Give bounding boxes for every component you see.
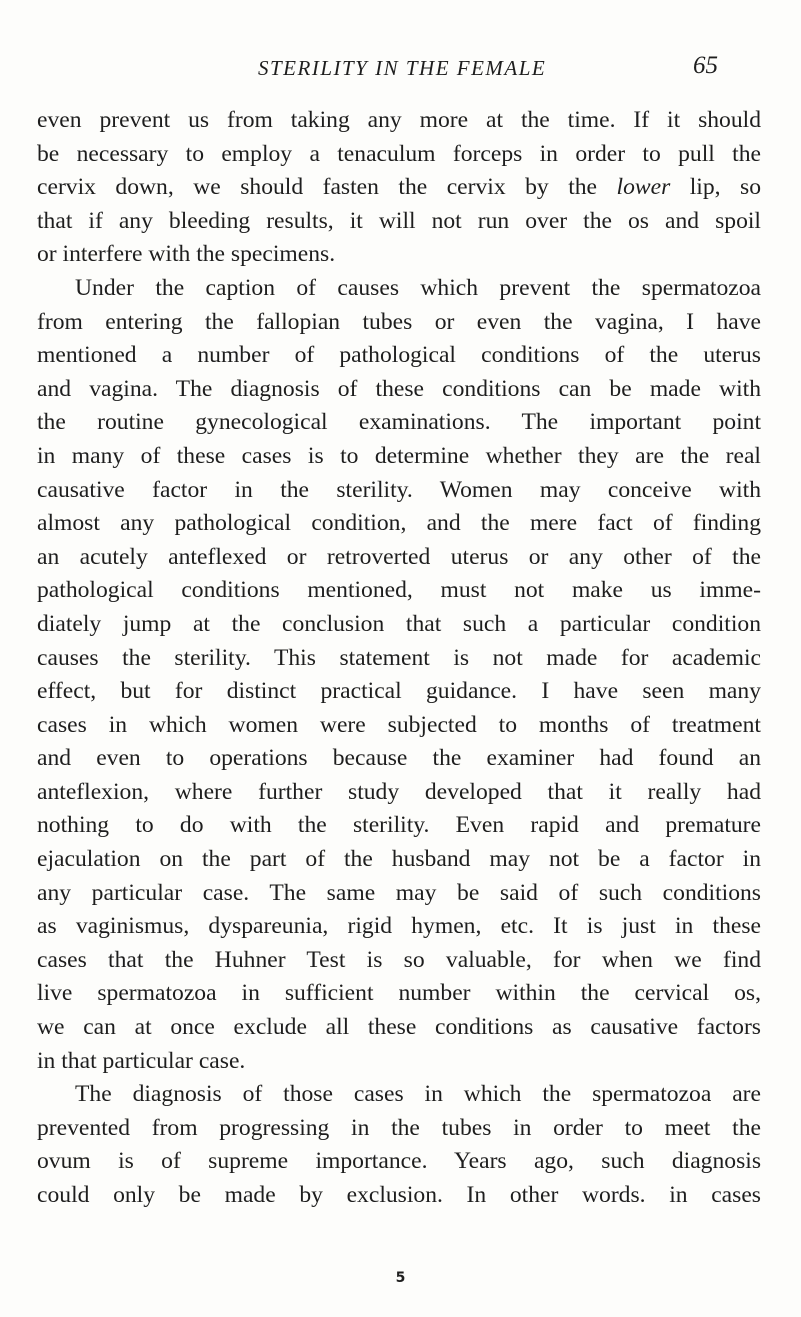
text-line: causes the sterility. This statement is not made for academic <box>37 644 761 671</box>
text-line: the routine gynecological examinations. The important point <box>37 409 761 436</box>
text-line: mentioned a number of pathological conditions of the uterus <box>37 342 761 369</box>
text-line: almost any pathological condition, and the mere fact of finding <box>37 510 761 537</box>
text-line: in many of these cases is to determine whether they are the real <box>37 442 761 469</box>
text-line: be necessary to employ a tenaculum forceps in order to pull the <box>37 140 761 167</box>
text-line: an acutely anteflexed or retroverted uterus or any other of the <box>37 543 761 570</box>
text-line: from entering the fallopian tubes or even the vagina, I have <box>37 308 761 335</box>
text-line: ovum is of supreme importance. Years ago, such diagnosis <box>37 1148 761 1175</box>
body-text <box>37 104 761 1213</box>
page-number: 65 <box>693 52 718 79</box>
text-line: or interfere with the specimens. <box>37 241 336 268</box>
text-line: pathological conditions mentioned, must not make us imme- <box>37 577 761 604</box>
text-line: and vagina. The diagnosis of these conditions can be made with <box>37 375 761 402</box>
text-line: cases in which women were subjected to months of treatment <box>37 711 761 738</box>
text-line: diately jump at the conclusion that such a particular condition <box>37 610 761 637</box>
text-line: live spermatozoa in sufficient number within the cervical os, <box>37 980 761 1007</box>
text-line: prevented from progressing in the tubes in order to meet the <box>37 1114 761 1141</box>
text-line: effect, but for distinct practical guidance. I have seen many <box>37 678 761 705</box>
text-line: in that particular case. <box>37 1047 246 1074</box>
text-line: could only be made by exclusion. In other words. in cases <box>37 1182 761 1208</box>
text-line: ejaculation on the part of the husband may not be a factor in <box>37 846 761 873</box>
text-line: The diagnosis of those cases in which the spermatozoa are <box>75 1081 761 1108</box>
signature-mark: 5 <box>395 1270 406 1286</box>
page-header <box>118 52 718 92</box>
text-line: cervix down, we should fasten the cervix by the lower lip, so <box>37 174 761 201</box>
text-line: we can at once exclude all these conditions as causative factors <box>37 1014 761 1041</box>
running-title: STERILITY IN THE FEMALE <box>258 56 547 80</box>
text-line: causative factor in the sterility. Women may conceive with <box>37 476 761 503</box>
text-line: as vaginismus, dyspareunia, rigid hymen, etc. It is just in these <box>37 913 761 940</box>
emphasis-lower: lower <box>616 174 671 201</box>
text-line: anteflexion, where further study developed that it really had <box>37 778 761 805</box>
text-line: Under the caption of causes which prevent the spermatozoa <box>75 274 761 301</box>
text-line: any particular case. The same may be said of such conditions <box>37 879 761 906</box>
text-line: cases that the Huhner Test is so valuable, for when we find <box>37 946 761 973</box>
text-line: and even to operations because the examiner had found an <box>37 745 761 772</box>
text-line: that if any bleeding results, it will not run over the os and spoil <box>37 207 761 234</box>
text-line: nothing to do with the sterility. Even rapid and premature <box>37 812 761 839</box>
text-line: even prevent us from taking any more at the time. If it should <box>37 107 761 133</box>
